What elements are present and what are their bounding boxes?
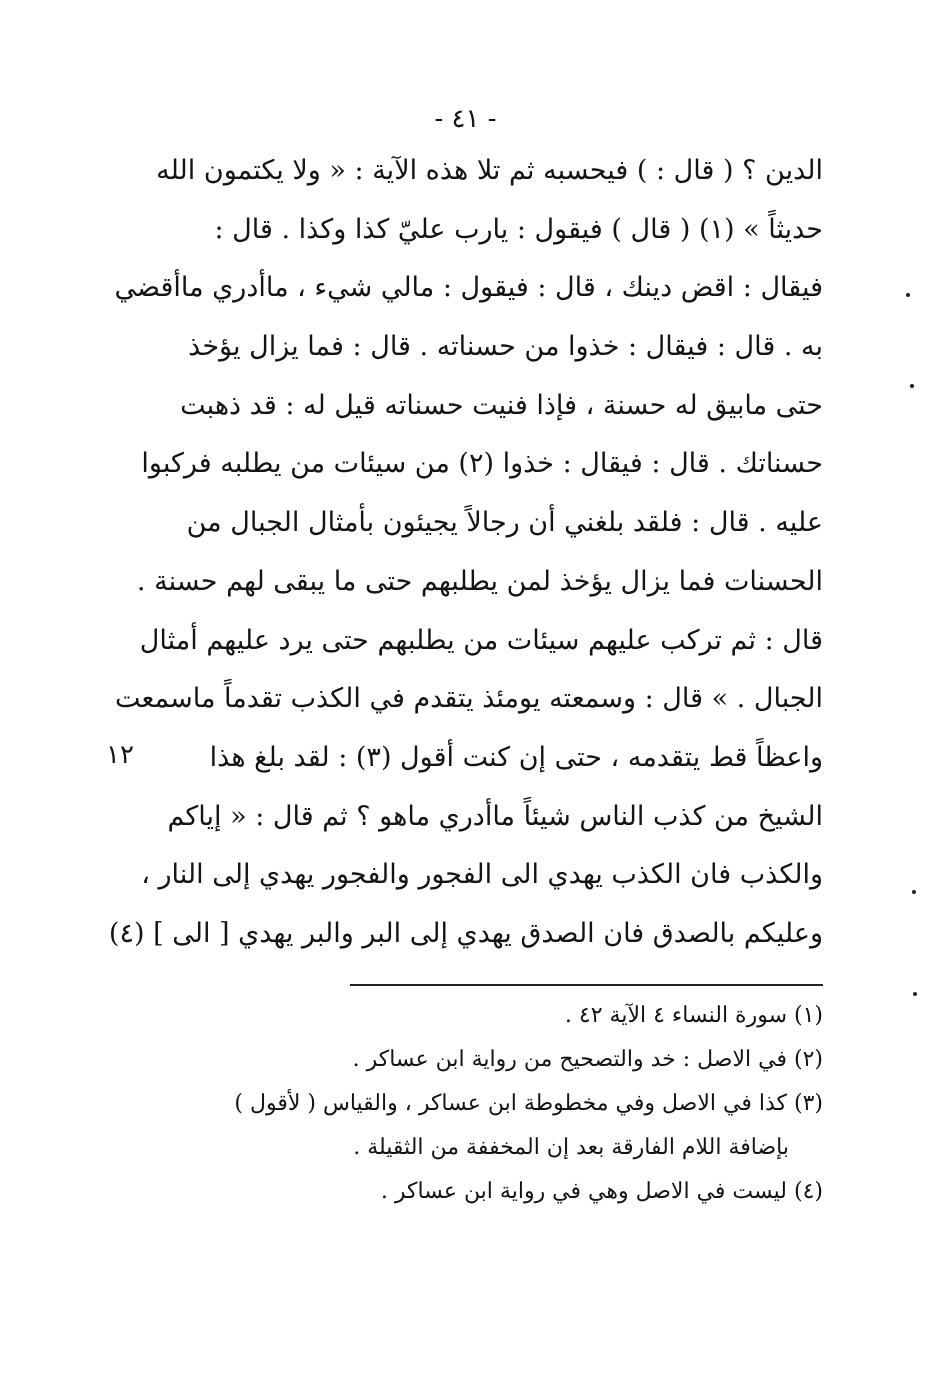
footnote-continuation: بإضافة اللام الفارقة بعد إن المخففة من الثقيلة . xyxy=(353,1135,789,1160)
scan-speck xyxy=(912,890,916,894)
footnote: (١) سورة النساء ٤ الآية ٤٢ . xyxy=(564,1003,823,1028)
scan-speck xyxy=(913,992,917,996)
page-number: - ٤١ - xyxy=(434,104,497,134)
footnote: (٣) كذا في الاصل وفي مخطوطة ابن عساكر ، والقياس ( لأقول ) xyxy=(234,1091,823,1116)
text-line: قال : ثم تركب عليهم سيئات من يطلبهم حتى يرد عليهم أمثال xyxy=(139,624,823,656)
text-line: والكذب فان الكذب يهدي الى الفجور والفجور يهدي إلى النار ، xyxy=(141,859,823,891)
footnote-divider xyxy=(350,984,823,986)
scan-speck xyxy=(906,293,910,297)
text-line: وعليكم بالصدق فان الصدق يهدي إلى البر والبر يهدي [ الى ] (٤) xyxy=(108,917,823,949)
text-line: الشيخ من كذب الناس شيئاً ماأدري ماهو ؟ ثم قال : « إياكم xyxy=(167,800,823,832)
text-line: حديثاً » (١) ( قال ) فيقول : يارب عليّ كذا وكذا . قال : xyxy=(214,213,823,245)
text-line: عليه . قال : فلقد بلغني أن رجالاً يجيئون بأمثال الجبال من xyxy=(186,507,823,539)
footnotes xyxy=(180,994,823,1214)
text-line: الحسنات فما يزال يؤخذ لمن يطلبهم حتى ما يبقى لهم حسنة . xyxy=(136,565,823,597)
margin-page-number: ١٢ xyxy=(106,740,134,770)
text-line: فيقال : اقض دينك ، قال : فيقول : مالي شيء ، ماأدري ماأقضي xyxy=(114,272,823,304)
text-line: به . قال : فيقال : خذوا من حسناته . قال : فما يزال يؤخذ xyxy=(188,331,823,363)
footnote: (٢) في الاصل : خد والتصحيح من رواية ابن عساكر . xyxy=(352,1047,823,1072)
text-line: الجبال . » قال : وسمعته يومئذ يتقدم في الكذب تقدماً ماسمعت xyxy=(114,683,823,715)
text-line: الدين ؟ ( قال : ) فيحسبه ثم تلا هذه الآية : « ولا يكتمون الله xyxy=(156,155,823,186)
text-line: حتى مابيق له حسنة ، فإذا فنيت حسناته قيل له : قد ذهبت xyxy=(180,389,823,421)
scan-speck xyxy=(910,384,914,388)
text-line: حسناتك . قال : فيقال : خذوا (٢) من سيئات من يطلبه فركبوا xyxy=(141,448,823,480)
footnote: (٤) ليست في الاصل وهي في رواية ابن عساكر . xyxy=(380,1179,823,1204)
text-line: واعظاً قط يتقدمه ، حتى إن كنت أقول (٣) : لقد بلغ هذا xyxy=(209,741,823,773)
